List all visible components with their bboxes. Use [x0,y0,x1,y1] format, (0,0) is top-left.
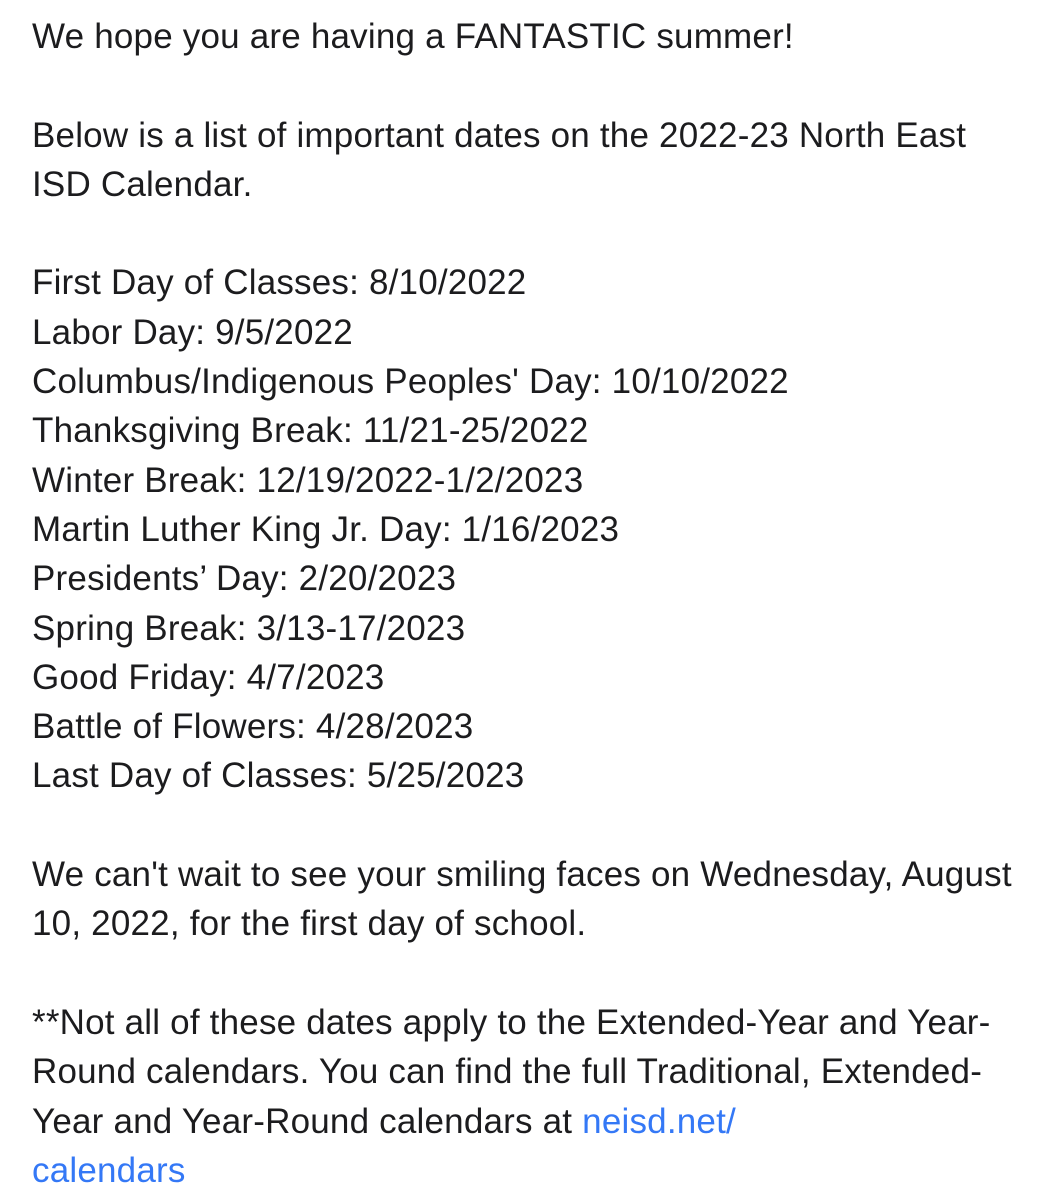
intro-text [32,111,1032,210]
greeting-text: We hope you are having a FANTASTIC summer! [32,17,794,56]
date-item-last-day: Last Day of Classes: 5/25/2023 [32,756,525,796]
date-item-first-day: First Day of Classes: 8/10/2022 [32,263,527,303]
date-item-columbus-day: Columbus/Indigenous Peoples' Day: 10/10/2022 [32,362,789,402]
date-item-good-friday: Good Friday: 4/7/2023 [32,657,385,697]
calendar-note [32,998,1032,1195]
date-item-mlk-day: Martin Luther King Jr. Day: 1/16/2023 [32,509,620,549]
date-item-winter-break: Winter Break: 12/19/2022-1/2/2023 [32,460,584,500]
intro-line: Below is a list of important dates on the 2022-23 North East ISD Calendar. [32,115,967,204]
date-item-battle-of-flowers: Battle of Flowers: 4/28/2023 [32,707,474,747]
date-item-presidents-day: Presidents’ Day: 2/20/2023 [32,559,457,599]
date-item-labor-day: Labor Day: 9/5/2022 [32,312,353,352]
date-item-thanksgiving: Thanksgiving Break: 11/21-25/2022 [32,411,589,451]
important-dates-list [32,258,1032,800]
calendars-link-part2[interactable]: calendars [32,1150,186,1190]
closing-text: We can't wait to see your smiling faces on Wednesday, August 10, 2022, for the first day of school. [32,855,1012,944]
calendars-link-part1[interactable]: neisd.net/ [582,1101,736,1141]
note-text: **Not all of these dates apply to the Extended-Year and Year-Round calendars. You can find the full Traditional, Extended-Year and Year-Round calendars at [32,1002,991,1141]
date-item-spring-break: Spring Break: 3/13-17/2023 [32,608,466,648]
message-body [32,12,1032,1195]
